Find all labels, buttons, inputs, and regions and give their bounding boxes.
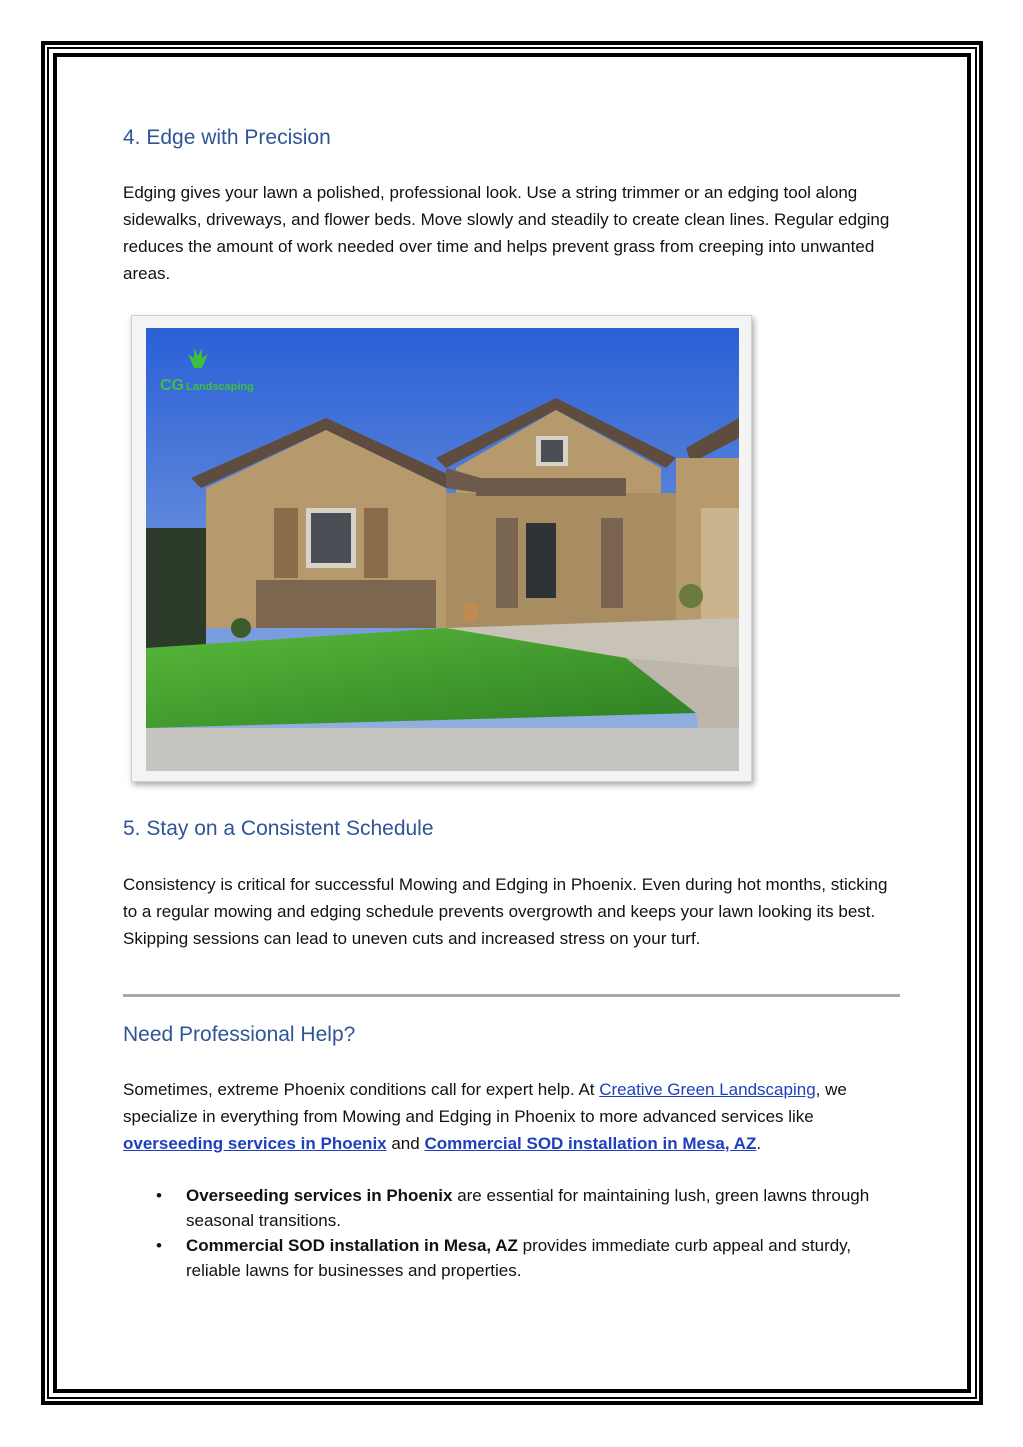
help-text-end: .: [756, 1134, 762, 1153]
shrub-1: [231, 618, 251, 638]
house-illustration: [146, 328, 739, 771]
help-text-start: Sometimes, extreme Phoenix conditions call for expert help. At: [123, 1080, 600, 1099]
heading-need-help: Need Professional Help?: [123, 1023, 356, 1046]
wall-porch: [446, 493, 676, 628]
paragraph-help: [123, 1076, 903, 1157]
porch-column-right: [601, 518, 623, 608]
heading-edge-with-precision: 4. Edge with Precision: [123, 126, 331, 149]
paragraph-edging: Edging gives your lawn a polished, professional look. Use a string trimmer or an edging tool along sidewalks, driveways, and flower beds. Move slowly and steadily to create clean lines. Regular edging reduces the amount of work needed over time and helps prevent grass from creeping into unwanted areas.: [123, 183, 890, 283]
window-left-glass: [311, 513, 351, 563]
garage-door: [701, 508, 739, 628]
shutter-left-a: [274, 508, 298, 578]
paragraph-schedule: Consistency is critical for successful Mowing and Edging in Phoenix. Even during hot months, sticking to a regular mowing and edging schedule prevents overgrowth and keeps your lawn looking its best. Skipping sessions can lead to uneven cuts and increased stress on your turf.: [123, 875, 888, 948]
porch-roof-edge: [476, 478, 626, 496]
list-item-bold: Commercial SOD installation in Mesa, AZ: [186, 1236, 518, 1255]
stone-base: [256, 580, 436, 628]
list-item: [123, 1233, 883, 1283]
trees-left: [146, 528, 206, 648]
logo-mark: CG: [160, 377, 184, 394]
shrub-2: [679, 584, 703, 608]
creative-green-landscaping-link[interactable]: Creative Green Landscaping: [599, 1080, 816, 1099]
house-photo: [146, 328, 739, 771]
list-item-text: provides immediate curb appeal and sturdy, reliable lawns for businesses and properties.: [186, 1236, 852, 1280]
list-item-text: are essential for maintaining lush, green lawns through seasonal transitions.: [186, 1186, 870, 1230]
list-item-bold: Overseeding services in Phoenix: [186, 1186, 453, 1205]
bullet-icon: •: [156, 1186, 162, 1205]
services-list: [123, 1183, 883, 1283]
list-item: [123, 1183, 883, 1233]
sidewalk: [146, 728, 739, 771]
porch-column-left: [496, 518, 518, 608]
section-divider: [123, 994, 900, 997]
help-text-middle: , we specialize in everything from Mowing and Edging in Phoenix to more advanced services like: [123, 1080, 847, 1126]
house-photo-frame: [131, 315, 752, 782]
overseeding-services-link[interactable]: overseeding services in Phoenix: [123, 1134, 387, 1153]
shutter-left-b: [364, 508, 388, 578]
heading-consistent-schedule: 5. Stay on a Consistent Schedule: [123, 817, 434, 840]
commercial-sod-link[interactable]: Commercial SOD installation in Mesa, AZ: [424, 1134, 757, 1153]
window-gable-glass: [541, 440, 563, 462]
front-door: [526, 523, 556, 598]
logo-text: Landscaping: [186, 381, 254, 393]
flower-pot: [464, 603, 478, 621]
help-text-and: and: [386, 1134, 425, 1153]
bullet-icon: •: [156, 1236, 162, 1255]
